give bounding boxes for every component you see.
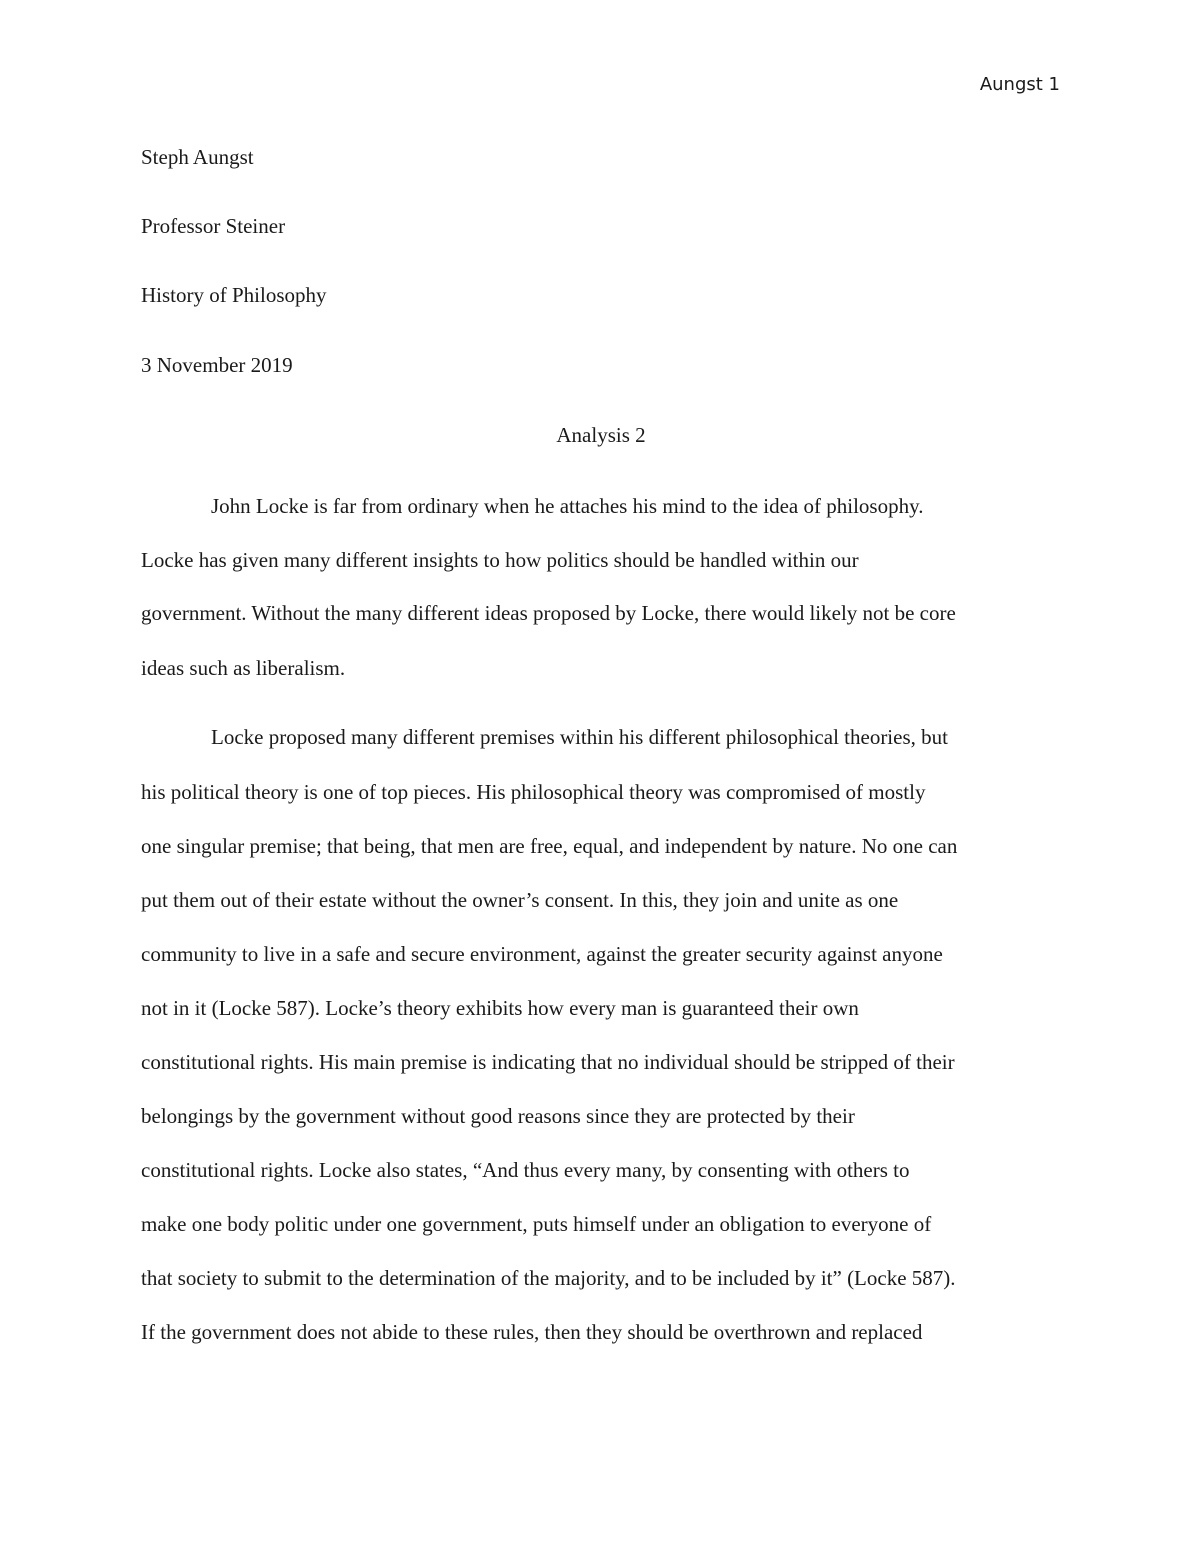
- paragraph-line: make one body politic under one government, puts himself under an obligation to everyone of: [141, 1212, 932, 1236]
- page-number-header: Aungst 1: [979, 74, 1060, 95]
- paragraph-line: Locke has given many different insights to how politics should be handled within our: [141, 548, 859, 572]
- paragraph-line: that society to submit to the determination of the majority, and to be included by it” (Locke 587).: [141, 1266, 956, 1290]
- paragraph-line: constitutional rights. His main premise is indicating that no individual should be stripped of their: [141, 1050, 955, 1074]
- paragraph-line: government. Without the many different ideas proposed by Locke, there would likely not be core: [141, 601, 956, 625]
- document-title: Analysis 2: [556, 423, 646, 447]
- document-date: 3 November 2019: [141, 353, 293, 377]
- paragraph-line: belongings by the government without good reasons since they are protected by their: [141, 1104, 855, 1128]
- paragraph-line: John Locke is far from ordinary when he attaches his mind to the idea of philosophy.: [211, 494, 924, 518]
- professor-name: Professor Steiner: [141, 214, 286, 238]
- paragraph-line: ideas such as liberalism.: [141, 656, 346, 680]
- paragraph-line: If the government does not abide to these rules, then they should be overthrown and replaced: [141, 1320, 923, 1344]
- paragraph-line: one singular premise; that being, that men are free, equal, and independent by nature. No one can: [141, 834, 958, 858]
- student-name: Steph Aungst: [141, 145, 254, 169]
- course-name: History of Philosophy: [141, 283, 327, 307]
- paragraph-line: constitutional rights. Locke also states, “And thus every many, by consenting with others to: [141, 1158, 910, 1182]
- paragraph-line: not in it (Locke 587). Locke’s theory exhibits how every man is guaranteed their own: [141, 996, 859, 1020]
- paragraph-line: Locke proposed many different premises within his different philosophical theories, but: [211, 725, 948, 749]
- paragraph-line: community to live in a safe and secure environment, against the greater security against anyone: [141, 942, 943, 966]
- paragraph-line: put them out of their estate without the owner’s consent. In this, they join and unite as one: [141, 888, 899, 912]
- paragraph-line: his political theory is one of top pieces. His philosophical theory was compromised of mostly: [141, 780, 926, 804]
